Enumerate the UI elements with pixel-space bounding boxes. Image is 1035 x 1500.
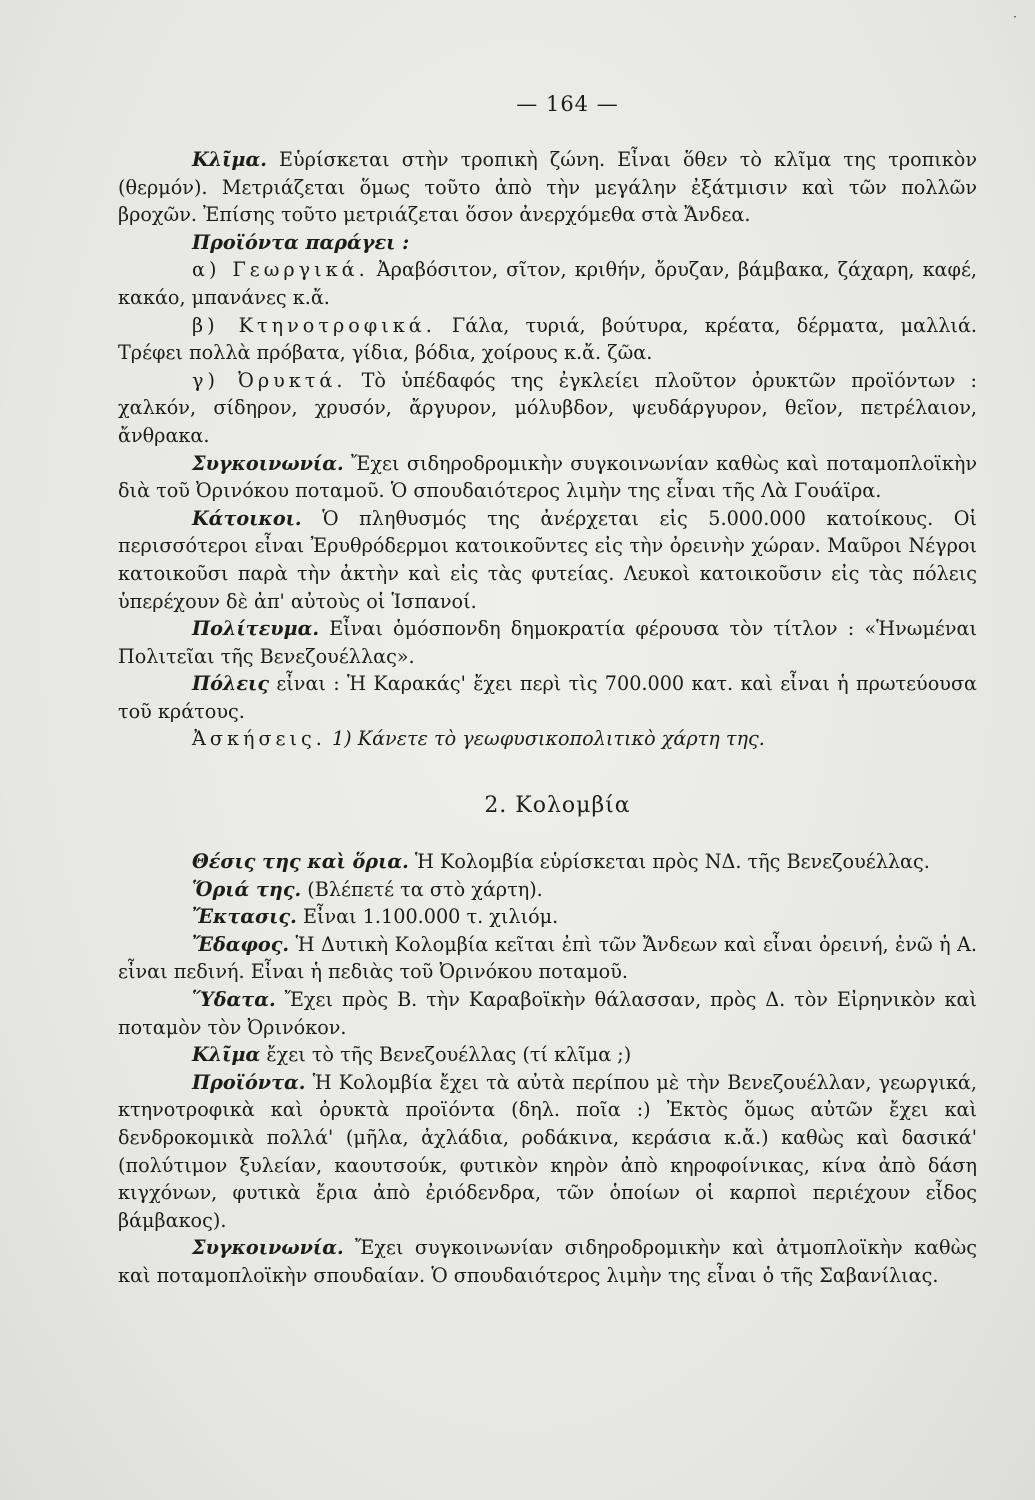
position-paragraph [118, 848, 977, 876]
government-heading: Πολίτευμα. [192, 617, 320, 641]
corner-mark: · [1013, 10, 1017, 24]
terrain-paragraph [118, 931, 977, 986]
cities-heading: Πόλεις [192, 672, 270, 696]
climate-text: Εὑρίσκεται στὴν τροπικὴ ζώνη. Εἶναι ὅθεν τὸ κλῖμα της τροπικὸν (θερμόν). Μετριάζεται ὅμως τοῦτο ἀπὸ τὴν μεγάλην ἐξάτμισιν καὶ τῶν πολλῶν βροχῶν. Ἐπίσης τοῦτο μετριάζεται ὅσον ἀνερχόμεθα στὰ Ἄνδεα. [118, 148, 977, 227]
page-number: — 164 — [516, 92, 619, 116]
climate-text-colombia: ἔχει τὸ τῆς Βενεζουέλλας (τί κλῖμα ;) [260, 1043, 632, 1067]
climate-heading: Κλῖμα. [192, 148, 267, 171]
colombia-section [118, 848, 977, 1290]
livestock-heading: β) Κτηνοτροφικά. [192, 313, 436, 337]
climate-paragraph-colombia [118, 1041, 977, 1069]
inhabitants-paragraph [118, 505, 977, 615]
mineral-heading: γ) Ὀρυκτά. [192, 368, 347, 392]
agri-heading: α) Γεωργικά. [192, 258, 369, 282]
climate-heading-colombia: Κλῖμα [192, 1043, 261, 1067]
transport-text: Ἔχει σιδηροδρομικὴν συγκοινωνίαν καθὼς καὶ ποταμοπλοϊκὴν διὰ τοῦ Ὀρινόκου ποταμοῦ. Ὁ σπουδαιότερος λιμὴν της εἶναι τῆς Λὰ Γουάϊρα. [118, 451, 977, 503]
area-paragraph [118, 903, 977, 931]
mineral-text: Τὸ ὑπέδαφός της ἐγκλείει πλοῦτον ὀρυκτῶν προϊόντων : χαλκόν, σίδηρον, χρυσόν, ἄργυρον, μόλυβδον, ψευδάργυρον, θεῖον, πετρέλαιον, ἄνθρακα. [118, 368, 977, 447]
cities-text: εἶναι : Ἡ Καρακάς' ἔχει περὶ τὶς 700.000 κατ. καὶ εἶναι ἡ πρωτεύουσα τοῦ κράτους. [118, 672, 977, 723]
inhabitants-text: Ὁ πληθυσμός της ἀνέρχεται εἰς 5.000.000 κατοίκους. Οἱ περισσότεροι εἶναι Ἐρυθρόδερμοι κατοικοῦντες εἰς τὴν ὀρεινὴν χώραν. Μαῦροι Νέγροι κατοικοῦσι παρὰ τὴν ἀκτὴν καὶ εἰς τὰς φυτείας. Λευκοὶ κατοικοῦσιν εἰς τὰς πόλεις ὑπερέχουν δὲ ἀπ' αὐτοὺς οἱ Ἱσπανοί. [118, 506, 977, 613]
position-heading: Θέσις της καὶ ὅρια. [192, 850, 409, 874]
transport-text-colombia: Ἔχει συγκοινωνίαν σιδηροδρομικὴν καὶ ἀτμοπλοϊκὴν καθὼς καὶ ποταμοπλοϊκὴν σπουδαίαν. Ὁ σπουδαιότερος λιμὴν της εἶναι ὁ τῆς Σαβανίλιας. [118, 1236, 977, 1287]
terrain-heading: Ἔδαφος. [192, 932, 290, 956]
cities-paragraph [118, 670, 977, 725]
transport-heading: Συγκοινωνία. [192, 451, 344, 475]
inhabitants-heading: Κάτοικοι. [192, 506, 302, 530]
waters-heading: Ὕδατα. [192, 988, 276, 1012]
mineral-paragraph [118, 367, 977, 450]
borders-heading: Ὅριά της. [192, 877, 302, 901]
transport-paragraph [118, 450, 977, 505]
government-text: Εἶναι ὁμόσπονδη δημοκρατία φέρουσα τὸν τίτλον : «Ἡνωμέναι Πολιτεῖαι τῆς Βενεζουέλλας». [118, 617, 977, 668]
venezuela-section [118, 146, 977, 753]
agri-paragraph [118, 256, 977, 311]
waters-paragraph [118, 986, 977, 1041]
products-paragraph-colombia [118, 1069, 977, 1235]
livestock-text: Γάλα, τυριά, βούτυρα, κρέατα, δέρματα, μαλλιά. Τρέφει πολλὰ πρόβατα, γίδια, βόδια, χοίρους κ.ἄ. ζῶα. [118, 313, 977, 365]
agri-text: Ἀραβόσιτον, σῖτον, κριθήν, ὄρυζαν, βάμβακα, ζάχαρη, καφέ, κακάο, μπανάνες κ.ἄ. [118, 258, 977, 309]
products-heading: Προϊόντα παράγει : [192, 230, 410, 254]
livestock-paragraph [118, 312, 977, 367]
transport-paragraph-colombia [118, 1234, 977, 1289]
colombia-section-title: 2. Κολομβία [484, 793, 631, 819]
products-text-colombia: Ἡ Κολομβία ἔχει τὰ αὐτὰ περίπου μὲ τὴν Βενεζουέλλαν, γεωργικά, κτηνοτροφικὰ καὶ ὀρυκτὰ προϊόντα (δηλ. ποῖα :) Ἐκτὸς ὅμως αὐτῶν ἔχει καὶ δενδροκομικὰ πολλά' (μῆλα, ἀχλάδια, ροδάκινα, κεράσια κ.ἄ.) καθὼς καὶ δασικά' (πολύτιμον ξυλείαν, καουτσούκ, φυτικὸν κηρὸν ἀπὸ κηροφοίνικας, κίνα ἀπὸ δάση κιγχόνων, φυτικὰ ἔρια ἀπὸ ἐριόδενδρα, τῶν ὁποίων οἱ καρποὶ περιέχουν εἶδος βάμβακος). [118, 1070, 977, 1232]
exercises-heading: Ἀσκήσεις. [192, 727, 326, 751]
waters-text: Ἔχει πρὸς Β. τὴν Καραβοϊκὴν θάλασσαν, πρὸς Δ. τὸν Εἰρηνικὸν καὶ ποταμὸν τὸν Ὀρινόκον. [118, 988, 977, 1039]
exercises-paragraph [118, 725, 977, 753]
position-text: Ἡ Κολομβία εὑρίσκεται πρὸς ΝΔ. τῆς Βενεζουέλλας. [408, 850, 930, 874]
products-heading-paragraph [118, 229, 977, 257]
area-heading: Ἔκτασις. [192, 905, 297, 929]
exercises-text: 1) Κάνετε τὸ γεωφυσικοπολιτικὸ χάρτη της. [325, 727, 765, 751]
borders-paragraph [118, 876, 977, 904]
terrain-text: Ἡ Δυτικὴ Κολομβία κεῖται ἐπὶ τῶν Ἄνδεων καὶ εἶναι ὀρεινή, ἐνῶ ἡ Α. εἶναι πεδινή. Εἶναι ἡ πεδιὰς τοῦ Ὀρινόκου ποταμοῦ. [118, 932, 977, 984]
area-text: Εἶναι 1.100.000 τ. χιλιόμ. [296, 905, 559, 929]
products-heading-colombia: Προϊόντα. [192, 1070, 306, 1094]
government-paragraph [118, 615, 977, 670]
climate-paragraph [118, 146, 977, 229]
borders-text: (Βλέπετέ τα στὸ χάρτη). [301, 877, 543, 901]
transport-heading-colombia: Συγκοινωνία. [192, 1236, 344, 1260]
